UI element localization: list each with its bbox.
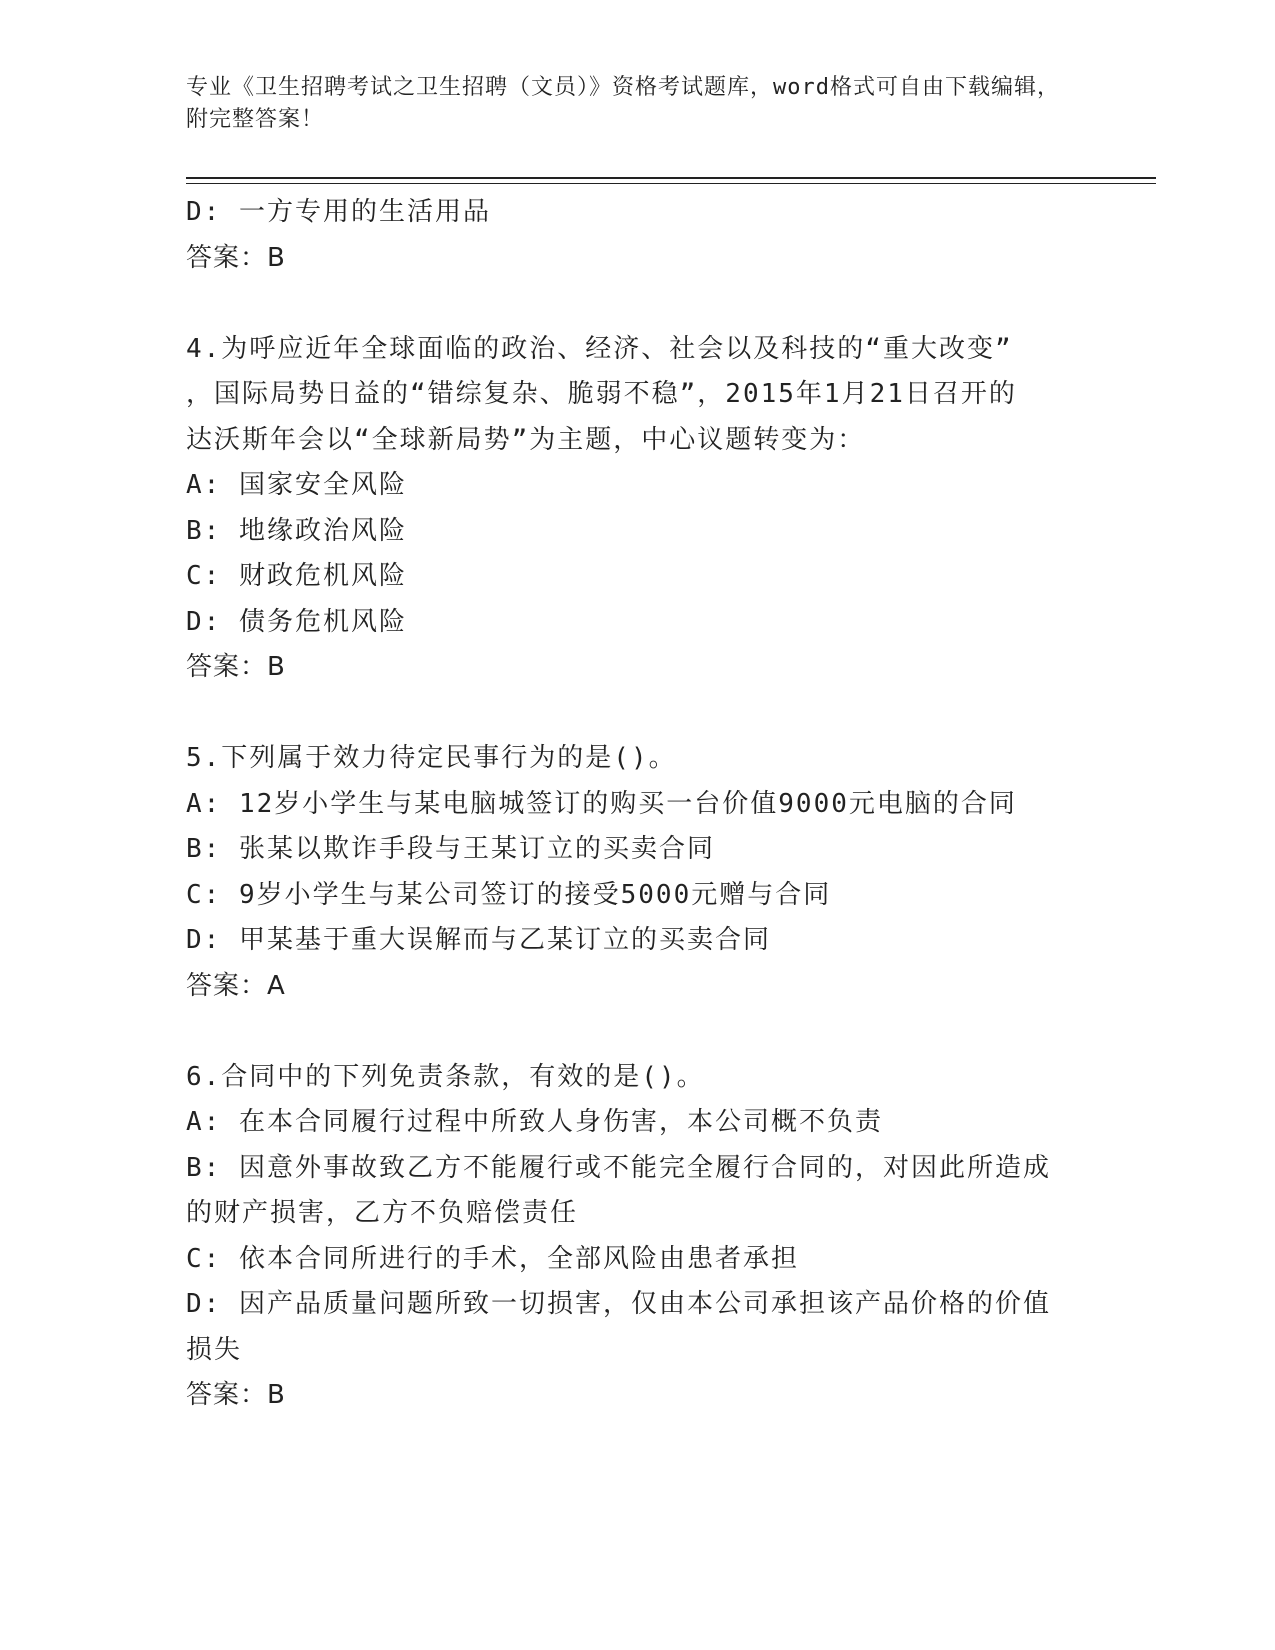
q4-stem-line-2: ，国际局势日益的“错综复杂、脆弱不稳”，2015年1月21日召开的 xyxy=(186,379,1017,409)
q4-option-c: C: 财政危机风险 xyxy=(186,561,407,591)
q5-option-c: C: 9岁小学生与某公司签订的接受5000元赠与合同 xyxy=(186,879,832,910)
q4-answer: 答案：B xyxy=(186,652,286,682)
q4-stem-line-3: 达沃斯年会以“全球新局势”为主题，中心议题转变为： xyxy=(186,424,866,455)
q6-option-c: C: 依本合同所进行的手术，全部风险由患者承担 xyxy=(186,1243,799,1274)
q5-answer: 答案：A xyxy=(186,970,286,1001)
q5-option-b: B: 张某以欺诈手段与王某订立的买卖合同 xyxy=(186,834,715,864)
q6-option-b-line-1: B: 因意外事故致乙方不能履行或不能完全履行合同的，对因此所造成 xyxy=(186,1152,1051,1183)
header-rule-thin xyxy=(186,183,1156,184)
spacer xyxy=(186,281,1086,327)
q4-option-d: D: 债务危机风险 xyxy=(186,606,407,637)
q6-answer: 答案：B xyxy=(186,1380,286,1410)
q5-option-a: A: 12岁小学生与某电脑城签订的购买一台价值9000元电脑的合同 xyxy=(186,788,1017,819)
q6-option-d-line-2: 损失 xyxy=(186,1334,243,1365)
q6-option-d-line-1: D: 因产品质量问题所致一切损害，仅由本公司承担该产品价格的价值 xyxy=(186,1289,1051,1319)
q4-stem-line-1: 4.为呼应近年全球面临的政治、经济、社会以及科技的“重大改变” xyxy=(186,333,1013,364)
document-header: 专业《卫生招聘考试之卫生招聘（文员）》资格考试题库，word格式可自由下载编辑，附完整答案！ xyxy=(186,75,1060,132)
prev-answer: 答案：B xyxy=(186,242,286,273)
q5-option-d: D: 甲某基于重大误解而与乙某订立的买卖合同 xyxy=(186,925,771,955)
spacer xyxy=(186,691,1086,737)
question-content xyxy=(186,190,1086,1419)
q4-option-b: B: 地缘政治风险 xyxy=(186,515,407,546)
spacer xyxy=(186,1009,1086,1055)
prev-option-d: D: 一方专用的生活用品 xyxy=(186,197,491,227)
q6-option-b-line-2: 的财产损害，乙方不负赔偿责任 xyxy=(186,1198,579,1228)
q6-stem: 6.合同中的下列免责条款，有效的是()。 xyxy=(186,1061,705,1092)
q4-option-a: A: 国家安全风险 xyxy=(186,470,407,500)
q5-stem: 5.下列属于效力待定民事行为的是()。 xyxy=(186,743,677,773)
q6-option-a: A: 在本合同履行过程中所致人身伤害，本公司概不负责 xyxy=(186,1107,883,1137)
header-rule-thick xyxy=(186,177,1156,179)
